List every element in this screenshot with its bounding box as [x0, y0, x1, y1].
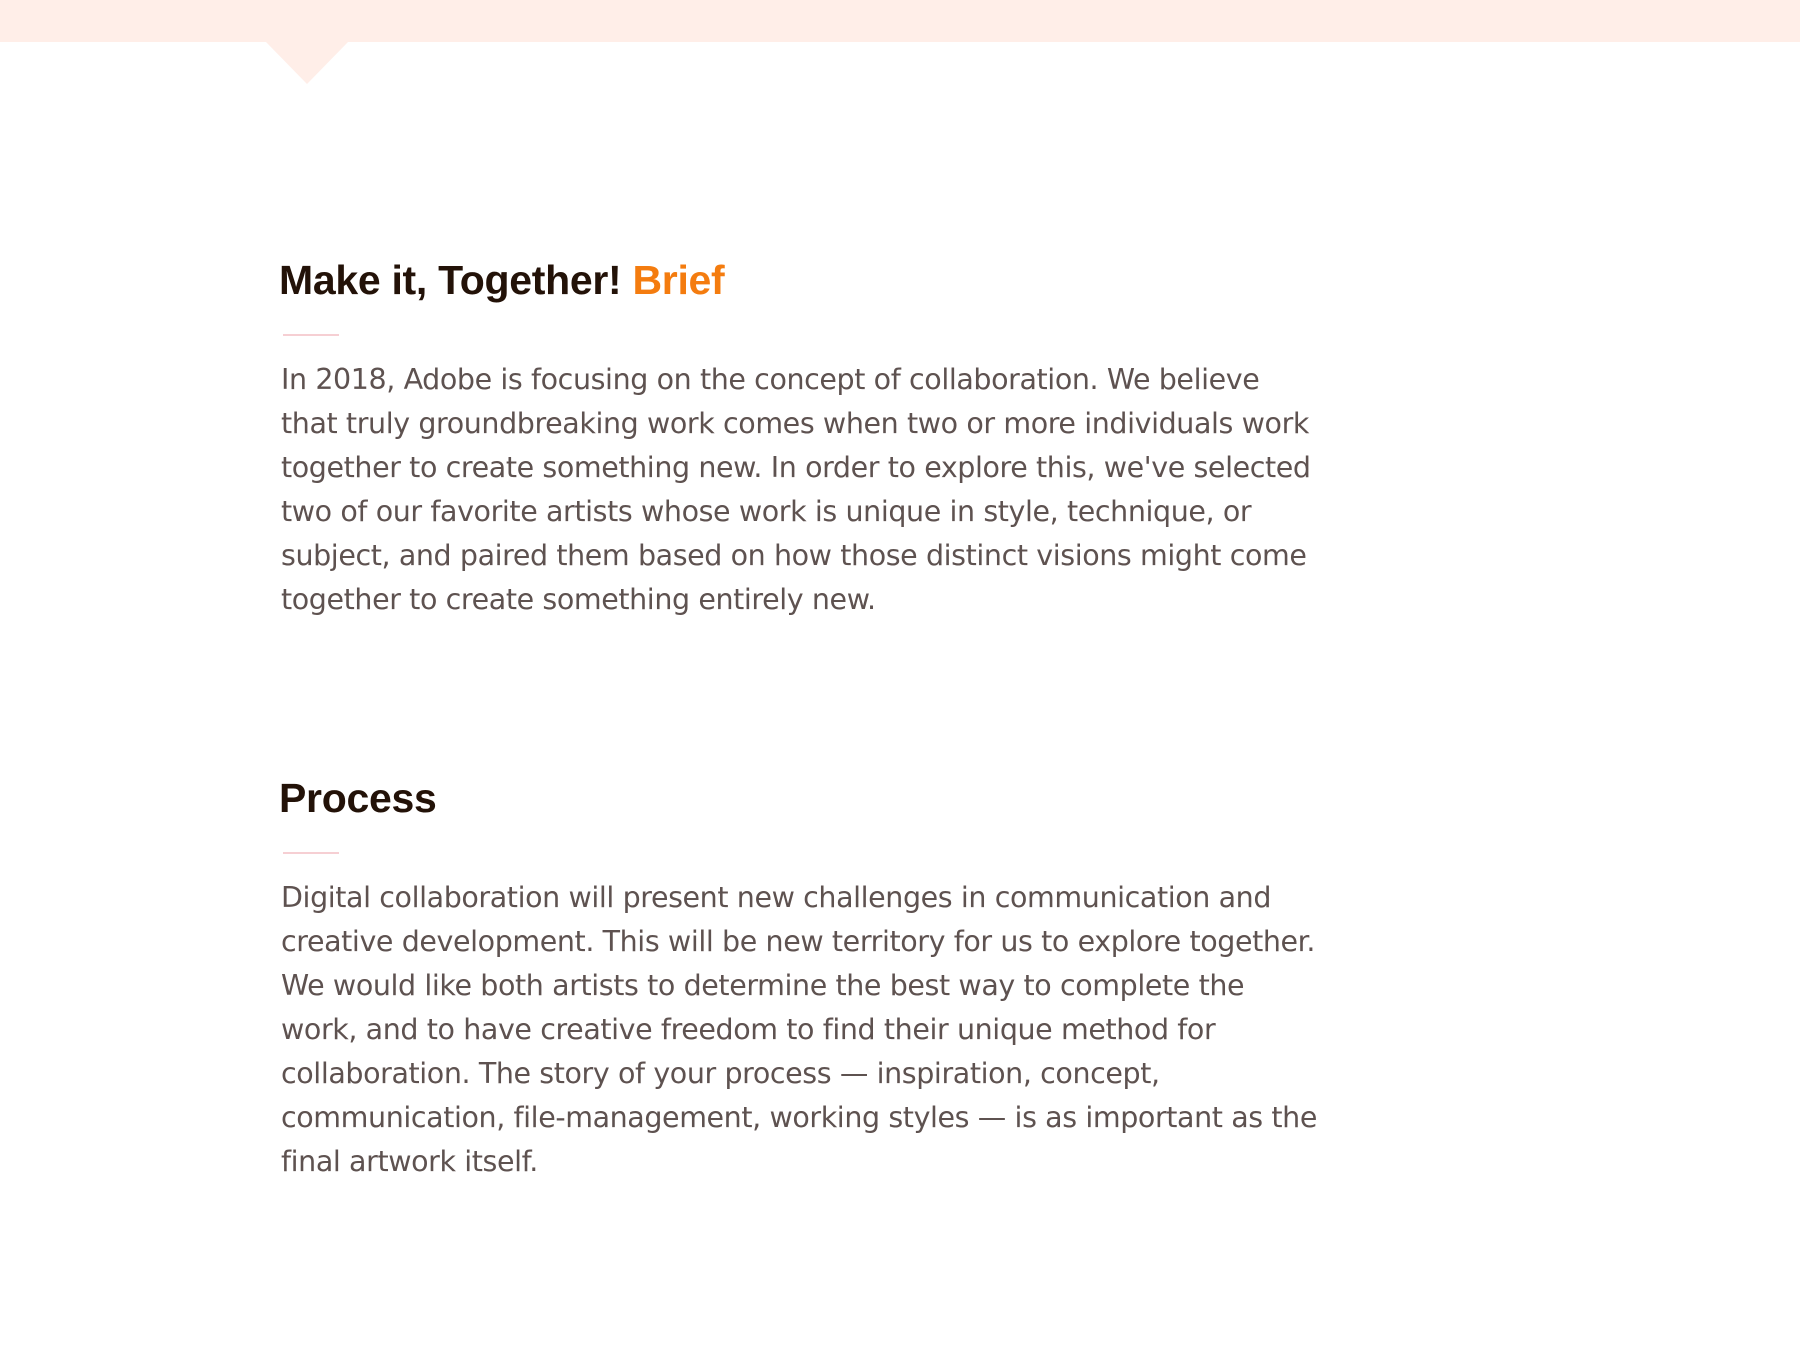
top-banner	[0, 0, 1800, 42]
banner-pointer	[266, 42, 348, 84]
brief-heading-accent: Brief	[632, 257, 725, 303]
brief-section	[279, 252, 1319, 622]
process-heading: Process	[279, 775, 437, 821]
brief-divider	[283, 334, 339, 336]
process-section	[279, 770, 1319, 1184]
brief-heading	[279, 252, 1319, 308]
process-body: Digital collaboration will present new challenges in communication and creative development. This will be new territory for us to explore together. We would like both artists to determine the best way to complete the work, and to have creative freedom to find their unique method for collaboration. The story of your process — inspiration, concept, communication, file-management, working styles — is as important as the final artwork itself.	[281, 881, 1317, 1178]
brief-heading-main: Make it, Together!	[279, 257, 622, 303]
brief-body: In 2018, Adobe is focusing on the concept of collaboration. We believe that truly groundbreaking work comes when two or more individuals work together to create something new. In order to explore this, we've selected two of our favorite artists whose work is unique in style, technique, or subject, and paired them based on how those distinct visions might come together to create something entirely new.	[281, 363, 1311, 616]
process-divider	[283, 852, 339, 854]
